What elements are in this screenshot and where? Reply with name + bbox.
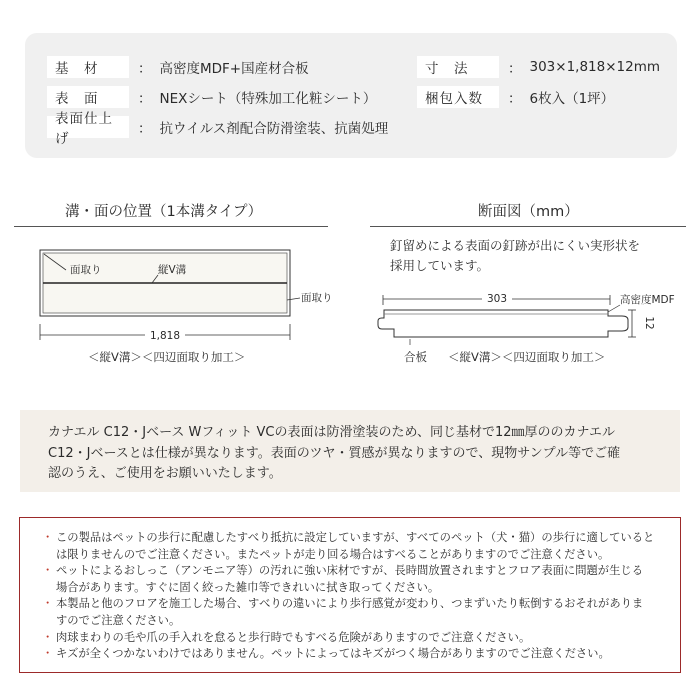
bullet-icon: ・ bbox=[42, 564, 54, 578]
spec-value-size: 303×1,818×12mm bbox=[529, 59, 661, 75]
spec-colon: ： bbox=[138, 121, 152, 137]
spec-label-surface: 表 面 bbox=[47, 86, 129, 108]
spec-row-size bbox=[417, 56, 660, 78]
width-label: 303 bbox=[486, 293, 508, 305]
spec-label-size: 寸 法 bbox=[417, 56, 499, 78]
mdf-leader bbox=[608, 305, 620, 312]
spec-row-pack bbox=[417, 86, 614, 108]
bullet-icon: ・ bbox=[42, 630, 54, 644]
spec-label-base: 基 材 bbox=[47, 56, 129, 78]
section-description-line1: 釘留めによる表面の釘跡が出にくい実形状を bbox=[390, 238, 641, 253]
caution-text: 肉球まわりの毛や爪の手入れを怠ると歩行時でもすべる危険がありますのでご注意ください。 bbox=[56, 630, 531, 644]
notice-line3: 認のうえ、ご使用をお願いいたします。 bbox=[48, 466, 282, 481]
caution-item bbox=[42, 563, 664, 596]
section-description bbox=[390, 236, 640, 276]
caution-text: 場合があります。すぐに固く絞った雑巾等できれいに拭き取ってください。 bbox=[56, 580, 440, 594]
caution-text: ペットによるおしっこ（アンモニア等）の汚れに強い床材ですが、長時間放置されますとフロア表面に問題が生じる bbox=[56, 564, 643, 578]
mdf-label: 高密度MDF bbox=[620, 294, 675, 306]
caution-text: 本製品と他のフロアを施工した場合、すべりの違いにより歩行感覚が変わり、つまずいたり転倒するおそれがありま bbox=[56, 597, 644, 611]
spec-box bbox=[25, 33, 677, 158]
notice-line1: カナエル C12・Jベース Wフィット VCの表面は防滑塗装のため、同じ基材で12㎜厚ののカナエル bbox=[48, 425, 615, 440]
notice-line2: C12・Jベースとは仕様が異なります。表面のツヤ・質感が異なりますので、現物サンプル等でご確 bbox=[48, 445, 621, 461]
spec-row-finish bbox=[47, 111, 389, 147]
spec-label-pack: 梱包入数 bbox=[417, 86, 499, 108]
caution-item bbox=[42, 530, 664, 563]
cross-section-diagram bbox=[370, 285, 695, 355]
caution-text: すのでご注意ください。 bbox=[56, 613, 181, 627]
caution-item bbox=[42, 630, 664, 647]
length-label: 1,818 bbox=[149, 330, 181, 340]
spec-colon: ： bbox=[508, 91, 522, 107]
surface-notice bbox=[20, 410, 680, 492]
bullet-icon: ・ bbox=[42, 647, 54, 661]
spec-value-finish: 抗ウイルス剤配合防滑塗装、抗菌処理 bbox=[159, 121, 389, 137]
caution-box bbox=[19, 517, 681, 673]
chamfer-label-1: 面取り bbox=[70, 264, 102, 276]
caution-item bbox=[42, 646, 664, 663]
v-groove-label: 縦V溝 bbox=[158, 264, 187, 276]
spec-colon: ： bbox=[508, 61, 522, 77]
bullet-icon: ・ bbox=[42, 597, 54, 611]
spec-row-base bbox=[47, 56, 309, 78]
spec-label-finish: 表面仕上げ bbox=[47, 116, 129, 138]
thickness-label: 12 bbox=[643, 316, 655, 330]
section-title-rule bbox=[370, 226, 686, 227]
spec-row-surface bbox=[47, 86, 376, 108]
spec-value-surface: NEXシート（特殊加工化粧シート） bbox=[159, 91, 377, 107]
plywood-label: 合板 bbox=[404, 350, 427, 364]
groove-title-rule bbox=[14, 226, 328, 227]
caution-item bbox=[42, 596, 664, 629]
groove-caption: ＜縦V溝＞＜四辺面取り加工＞ bbox=[88, 350, 246, 364]
bullet-icon: ・ bbox=[42, 531, 54, 544]
spec-colon: ： bbox=[138, 91, 152, 107]
groove-diagram bbox=[0, 240, 345, 340]
chamfer-label-2: 面取り bbox=[301, 292, 333, 304]
caution-text: この製品はペットの歩行に配慮したすべり抵抗に設定していますが、すべてのペット（犬・猫）の歩行に適していると bbox=[56, 531, 655, 544]
section-caption: ＜縦V溝＞＜四辺面取り加工＞ bbox=[448, 350, 606, 364]
caution-text: は限りませんのでご注意ください。またペットが走り回る場合はすべることがありますのでご注意ください。 bbox=[56, 547, 610, 561]
spec-colon: ： bbox=[138, 61, 152, 77]
groove-section-title: 溝・面の位置（1本溝タイプ） bbox=[65, 204, 263, 220]
spec-value-pack: 6枚入（1坪） bbox=[529, 91, 615, 107]
caution-text: キズが全くつかないわけではありません。ペットによってはキズがつく場合がありますのでご注意ください。 bbox=[56, 647, 610, 661]
spec-value-base: 高密度MDF+国産材合板 bbox=[159, 61, 309, 77]
section-description-line2: 採用しています。 bbox=[390, 258, 490, 273]
section-title: 断面図（mm） bbox=[478, 204, 579, 220]
